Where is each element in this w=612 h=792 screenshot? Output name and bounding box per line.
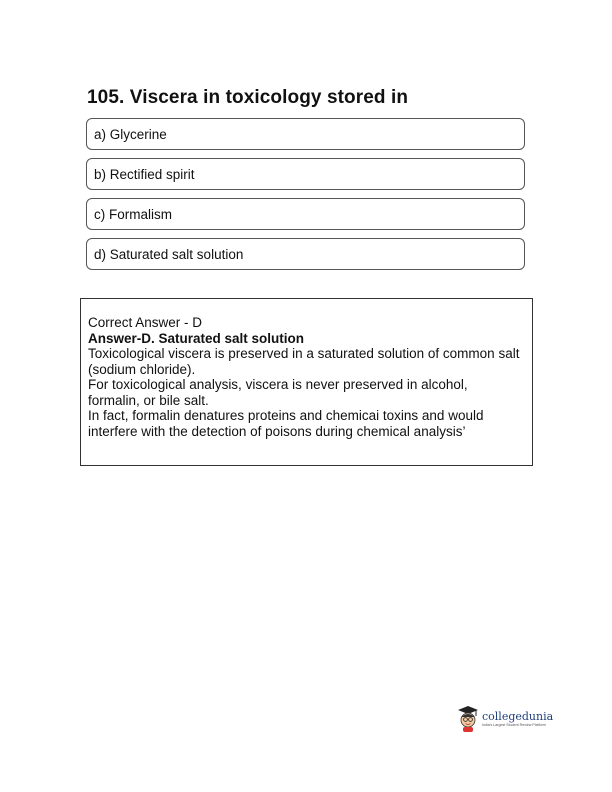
explanation-line-3: In fact, formalin denatures proteins and chemicai toxins and would interfere with the detection of poisons during chemical analysis’ bbox=[88, 408, 484, 439]
collegedunia-logo bbox=[457, 705, 553, 733]
option-b[interactable]: b) Rectified spirit bbox=[86, 158, 525, 190]
explanation-line-2: For toxicological analysis, viscera is never preserved in alcohol, formalin, or bile salt. bbox=[88, 377, 468, 408]
option-d[interactable]: d) Saturated salt solution bbox=[86, 238, 525, 270]
answer-explanation-box bbox=[80, 298, 533, 466]
explanation-line-1: Toxicological viscera is preserved in a saturated solution of common salt (sodium chloride). bbox=[88, 346, 520, 377]
question-title: 105. Viscera in toxicology stored in bbox=[87, 87, 409, 108]
logo-tagline: India's Largest Student Review Platform bbox=[482, 722, 546, 727]
collegedunia-mascot-icon bbox=[457, 705, 479, 733]
option-a[interactable]: a) Glycerine bbox=[86, 118, 525, 150]
correct-answer-line: Correct Answer - D bbox=[88, 315, 203, 330]
logo-wordmark: collegedunia bbox=[482, 709, 554, 723]
option-c[interactable]: c) Formalism bbox=[86, 198, 525, 230]
answer-heading: Answer-D. Saturated salt solution bbox=[88, 330, 305, 346]
